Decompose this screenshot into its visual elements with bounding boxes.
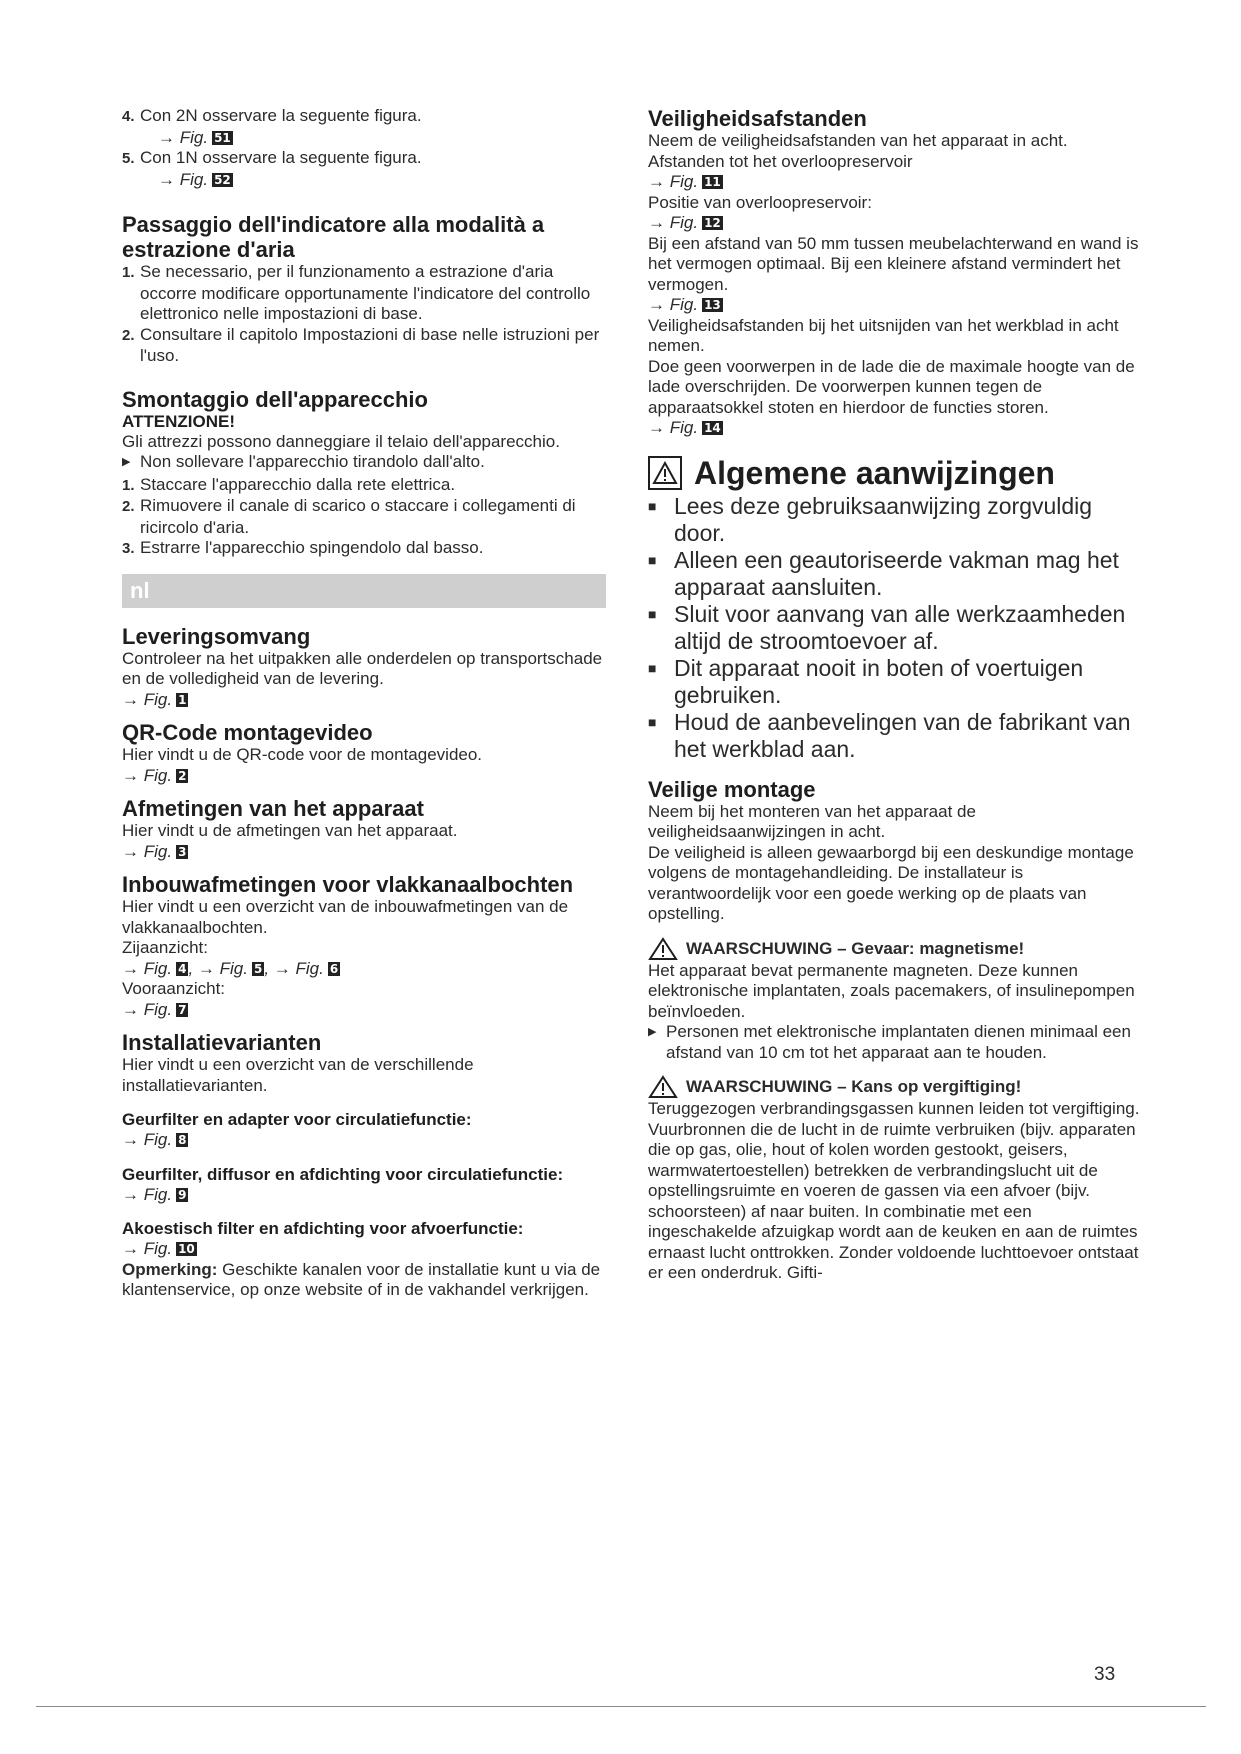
- levering-text: Controleer na het uitpakken alle onderdelen op transportschade en de volledigheid van de levering.: [122, 648, 603, 688]
- fig-ref-2: → Fig. 2: [122, 765, 187, 785]
- attenzione-text: Gli attrezzi possono danneggiare il telaio dell'apparecchio.: [122, 431, 560, 451]
- afmetingen-text: Hier vindt u de afmetingen van het apparaat.: [122, 821, 458, 840]
- heading-afmetingen: Afmetingen van het apparaat: [122, 796, 424, 821]
- right-column: [648, 106, 1140, 1284]
- heading-veiligheidsafstanden: Veiligheidsafstanden: [648, 106, 867, 131]
- smontaggio-step-1: 1. Staccare l'apparecchio dalla rete elettrica.: [122, 474, 456, 494]
- algemeen-list: [648, 493, 1140, 763]
- fig-ref-3: → Fig. 3: [122, 841, 187, 861]
- square-bullet-icon: ■: [648, 713, 657, 730]
- algemeen-title: [648, 455, 1140, 491]
- fig-ref-14: → Fig. 14: [648, 418, 721, 437]
- veilig-p4: Bij een afstand van 50 mm tussen meubelachterwand en wand is het vermogen optimaal. Bij een kleinere afstand vermindert het vermogen.: [648, 233, 1139, 294]
- step-5: 5. Con 1N osservare la seguente figura.: [122, 148, 422, 167]
- fig-ref-4-5-6: → Fig. 4 , → Fig. 5 , → Fig. 6: [122, 958, 339, 978]
- fig-ref-11: → Fig. 11: [648, 172, 721, 191]
- heading-installatievarianten: Installatievarianten: [122, 1030, 322, 1055]
- page-number: 33: [1094, 1664, 1116, 1685]
- opmerking: Opmerking: Geschikte kanalen voor de installatie kunt u via de klantenservice, op onze website of in de vakhandel verkrijgen.: [122, 1259, 601, 1299]
- square-bullet-icon: ■: [648, 497, 657, 514]
- montage-p2: De veiligheid is alleen gewaarborgd bij een deskundige montage volgens de montagehandleiding. De installateur is verantwoordelijk voor een goede werking op de plaats van opstelling.: [648, 842, 1134, 923]
- heading-algemeen: Algemene aanwijzingen: [694, 454, 1055, 491]
- attenzione-bullet: ▶ Non sollevare l'apparecchio tirandolo dall'alto.: [122, 452, 485, 471]
- passaggio-steps: [122, 262, 606, 367]
- square-bullet-icon: ■: [648, 551, 657, 568]
- steps-a: [122, 106, 606, 190]
- smontaggio-steps: [122, 475, 606, 560]
- heading-veilige-montage: Veilige montage: [648, 776, 816, 802]
- language-bar: nl: [122, 574, 606, 608]
- veilig-p6: Doe geen voorwerpen in de lade die de maximale hoogte van de lade overschrijden. De voorwerpen kunnen tegen de apparaatsokkel stoten en hierdoor de functies storen.: [648, 356, 1135, 417]
- fig-ref-8: → Fig. 8: [122, 1130, 187, 1149]
- veilig-p5: Veiligheidsafstanden bij het uitsnijden van het werkblad in acht nemen.: [648, 315, 1119, 355]
- attenzione-title: ATTENZIONE!: [122, 411, 236, 431]
- subheading-geurfilter-diffusor: Geurfilter, diffusor en afdichting voor circulatiefunctie:: [122, 1164, 564, 1184]
- algemeen-item: ■ Houd de aanbevelingen van de fabrikant van het werkblad aan.: [648, 708, 1131, 762]
- fig-ref-7: → Fig. 7: [122, 999, 187, 1019]
- algemeen-item: ■ Lees deze gebruiksaanwijzing zorgvuldig door.: [648, 492, 1093, 546]
- veilig-p2: Afstanden tot het overloopreservoir: [648, 151, 913, 171]
- warning-magnetisme: WAARSCHUWING – Gevaar: magnetisme!: [648, 937, 1140, 961]
- veilig-p1: Neem de veiligheidsafstanden van het apparaat in acht.: [648, 131, 1068, 150]
- fig-ref-12: → Fig. 12: [648, 213, 721, 232]
- algemeen-item: ■ Alleen een geautoriseerde vakman mag het apparaat aansluiten.: [648, 546, 1119, 600]
- algemeen-item: ■ Sluit voor aanvang van alle werkzaamheden altijd de stroomtoevoer af.: [648, 600, 1126, 654]
- warn1-text: Het apparaat bevat permanente magneten. Deze kunnen elektronische implantaten, zoals pacemakers, of insulinepompen beïnvloeden.: [648, 960, 1135, 1021]
- square-bullet-icon: ■: [648, 605, 657, 622]
- vooraanzicht-label: Vooraanzicht:: [122, 979, 226, 998]
- smontaggio-step-3: 3. Estrarre l'apparecchio spingendolo dal basso.: [122, 538, 484, 557]
- warn2-text: Teruggezogen verbrandingsgassen kunnen leiden tot vergiftiging. Vuurbronnen die de lucht in de ruimte verbruiken (bijv. apparaten die op gas, olie, hout of kolen worden gestookt, geisers, warmwatertoestellen) betrekken de verbrandingslucht uit de opstellingsruimte en voeren de gassen via een afvoer (bijv. schoorsteen) af naar buiten. In combinatie met een ingeschakelde afzuigkap wordt aan de keuken en aan de ruimtes ernaast lucht onttrokken. Zonder voldoende luchttoevoer ontstaat er een onderdruk. Gifti-: [648, 1099, 1140, 1282]
- passaggio-step-2: 2. Consultare il capitolo Impostazioni di base nelle istruzioni per l'uso.: [122, 324, 600, 365]
- inbouw-text: Hier vindt u een overzicht van de inbouwafmetingen van de vlakkanaalbochten.: [122, 897, 569, 937]
- triangle-bullet-icon: ▶: [122, 456, 131, 468]
- fig-ref-10: → Fig. 10: [122, 1239, 195, 1258]
- heading-passaggio: Passaggio dell'indicatore alla modalità a estrazione d'aria: [122, 212, 545, 262]
- footer-rule: [36, 1706, 1206, 1707]
- fig-ref-9: → Fig. 9: [122, 1184, 187, 1204]
- fig-ref-1: → Fig. 1: [122, 689, 187, 709]
- subheading-geurfilter-adapter: Geurfilter en adapter voor circulatiefunctie:: [122, 1110, 472, 1129]
- warning-triangle-icon: [648, 937, 678, 961]
- opmerking-label: Opmerking:: [122, 1259, 218, 1279]
- fig-ref-51: → Fig. 51: [158, 127, 231, 147]
- fig-ref-13: → Fig. 13: [648, 295, 721, 314]
- install-text: Hier vindt u een overzicht van de verschillende installatievarianten.: [122, 1055, 474, 1095]
- algemeen-item: ■ Dit apparaat nooit in boten of voertuigen gebruiken.: [648, 654, 1084, 708]
- zijaanzicht-label: Zijaanzicht:: [122, 938, 208, 957]
- veilig-p3: Positie van overloopreservoir:: [648, 192, 872, 212]
- warning-triangle-icon: [648, 1075, 678, 1099]
- step-4: 4. Con 2N osservare la seguente figura.: [122, 106, 422, 125]
- heading-inbouw: Inbouwafmetingen voor vlakkanaalbochten: [122, 872, 574, 897]
- heading-smontaggio: Smontaggio dell'apparecchio: [122, 386, 428, 412]
- left-column: [122, 106, 606, 1301]
- montage-p1: Neem bij het monteren van het apparaat de veiligheidsaanwijzingen in acht.: [648, 801, 976, 841]
- fig-ref-52: → Fig. 52: [158, 169, 231, 189]
- heading-leveringsomvang: Leveringsomvang: [122, 623, 311, 649]
- warning-vergiftiging: WAARSCHUWING – Kans op vergiftiging!: [648, 1075, 1140, 1099]
- triangle-bullet-icon: ▶: [648, 1026, 657, 1038]
- subheading-akoestisch: Akoestisch filter en afdichting voor afvoerfunctie:: [122, 1219, 524, 1238]
- qr-text: Hier vindt u de QR-code voor de montagevideo.: [122, 745, 483, 764]
- square-bullet-icon: ■: [648, 659, 657, 676]
- smontaggio-step-2: 2. Rimuovere il canale di scarico o staccare i collegamenti di ricircolo d'aria.: [122, 496, 576, 537]
- warning-box-icon: [648, 456, 682, 490]
- warn1-bullet: ▶ Personen met elektronische implantaten dienen minimaal een afstand van 10 cm tot het apparaat aan te houden.: [648, 1022, 1131, 1062]
- heading-qr: QR-Code montagevideo: [122, 720, 373, 745]
- passaggio-step-1: 1. Se necessario, per il funzionamento a estrazione d'aria occorre modificare opportunamente l'indicatore del controllo elettronico nelle impostazioni di base.: [122, 262, 591, 323]
